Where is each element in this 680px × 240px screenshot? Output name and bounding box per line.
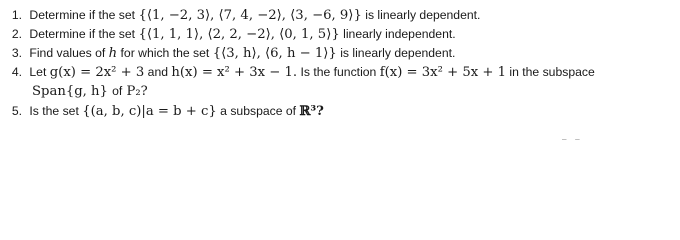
problem-number: 3. <box>11 46 22 60</box>
math-space: P₂? <box>126 84 148 99</box>
problem-text: is linearly dependent. <box>340 46 456 60</box>
problem-text: for which the set <box>120 46 210 60</box>
problem-number: 1. <box>11 8 22 22</box>
problem-number: 4. <box>11 65 22 79</box>
problem-text: Is the set <box>29 104 79 118</box>
math-space: ℝ³? <box>299 104 324 119</box>
problem-number: 5. <box>11 104 22 118</box>
math-function-f: f(x) = 3x² + 5x + 1 <box>379 65 506 80</box>
math-set: {(a, b, c)|a = b + c} <box>82 104 217 119</box>
problem-1 <box>0 6 480 25</box>
cropped-text-fragment: _ _ <box>562 130 580 140</box>
problem-text: a subspace of <box>220 104 297 118</box>
math-set: {⟨1, 1, 1⟩, ⟨2, 2, −2⟩, ⟨0, 1, 5⟩} <box>138 27 340 42</box>
problem-5 <box>0 102 324 121</box>
problem-3 <box>0 44 455 63</box>
math-variable: h <box>108 46 118 61</box>
problem-text: Find values of <box>29 46 106 60</box>
math-span: Span{g, h} <box>32 84 108 99</box>
problem-2 <box>0 25 456 44</box>
problem-text: of <box>112 84 123 98</box>
math-function-h: h(x) = x² + 3x − 1. <box>171 65 298 80</box>
problem-4 <box>0 63 595 82</box>
problem-4-continuation <box>32 82 148 101</box>
problem-text: linearly independent. <box>343 27 456 41</box>
problem-number: 2. <box>11 27 22 41</box>
problem-text: Let <box>29 65 47 79</box>
problem-text: Determine if the set <box>29 27 136 41</box>
math-set: {⟨3, h⟩, ⟨6, h − 1⟩} <box>212 46 337 61</box>
problem-text: is linearly dependent. <box>365 8 481 22</box>
math-function-g: g(x) = 2x² + 3 <box>49 65 145 80</box>
problem-text: and <box>147 65 169 79</box>
problem-text: Determine if the set <box>29 8 136 22</box>
problem-text: Is the function <box>300 65 377 79</box>
problem-text: in the subspace <box>509 65 595 79</box>
math-set: {⟨1, −2, 3⟩, ⟨7, 4, −2⟩, ⟨3, −6, 9⟩} <box>138 8 362 23</box>
